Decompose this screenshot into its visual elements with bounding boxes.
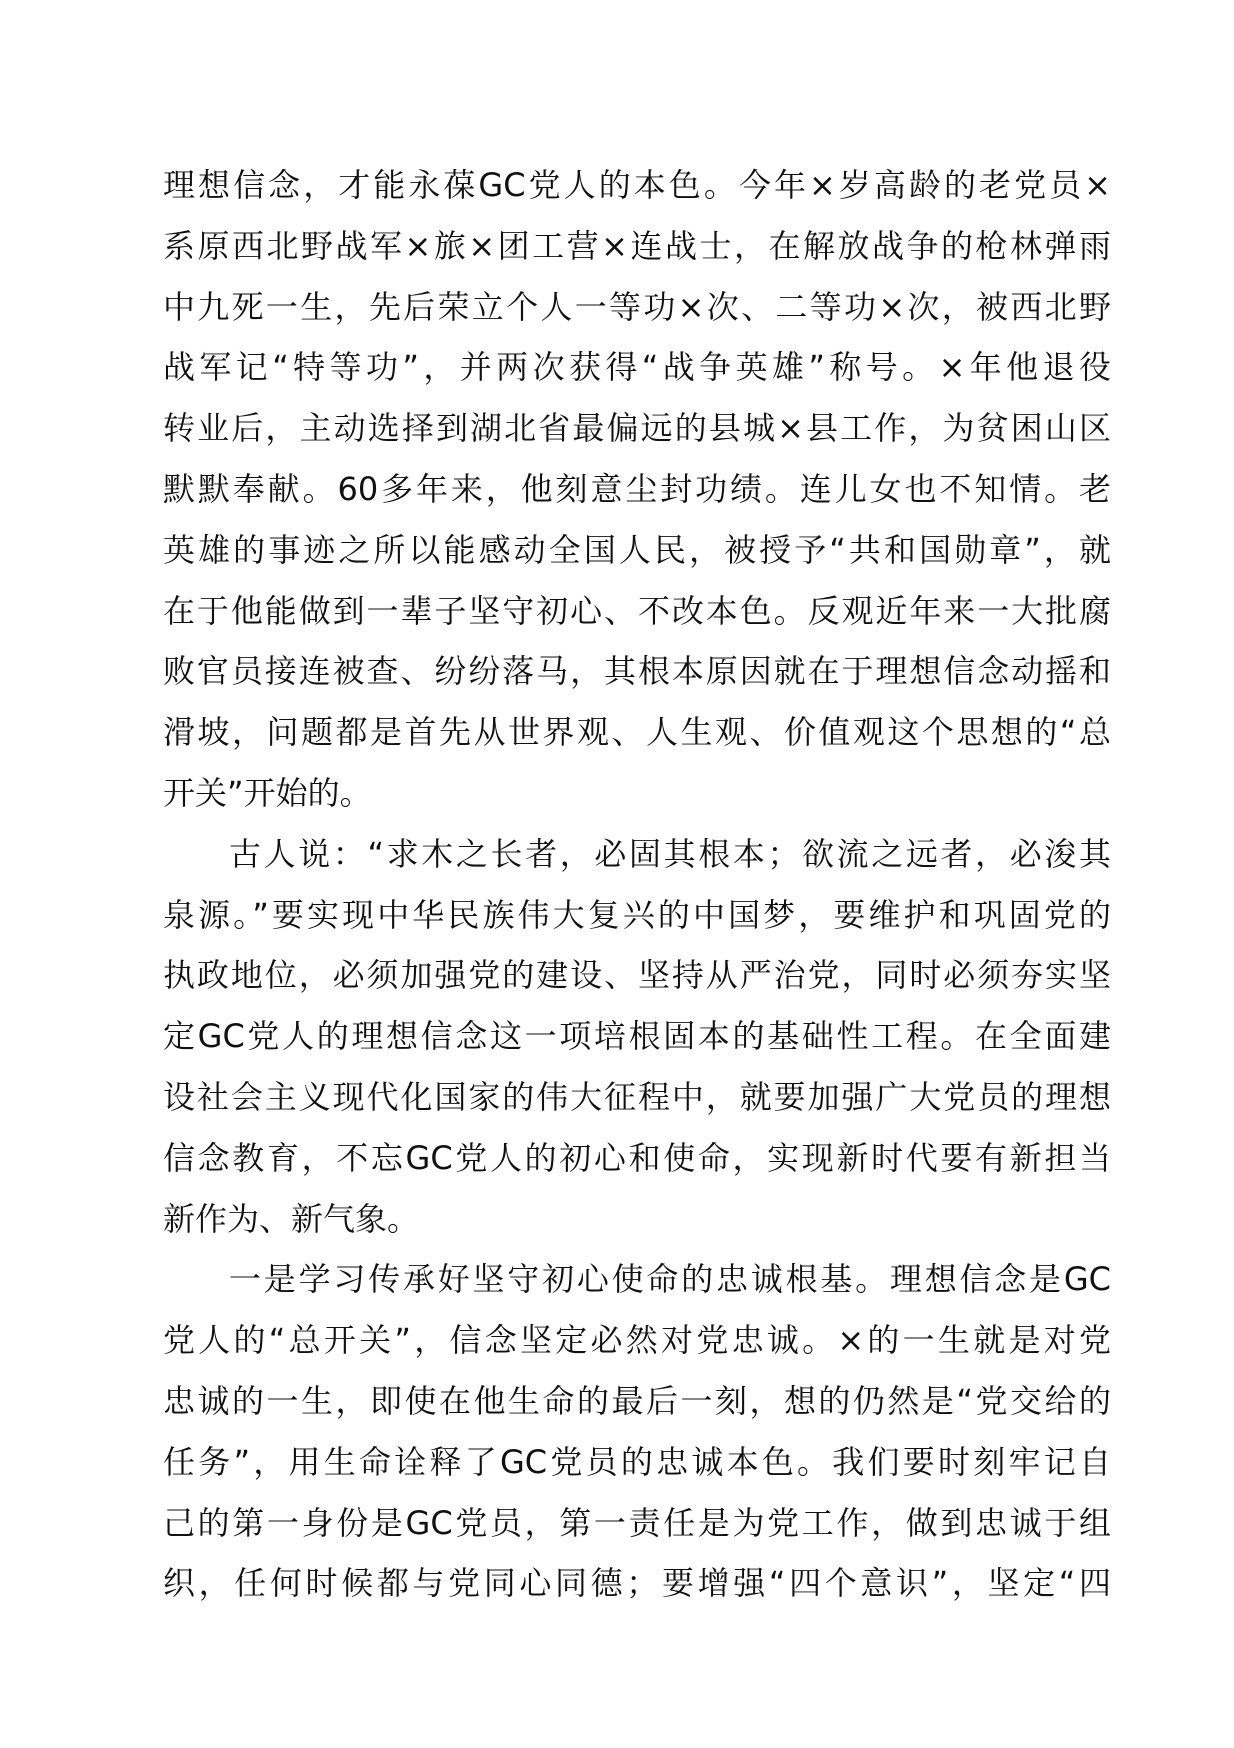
text-line: 党人的“总开关”，信念坚定必然对党忠诚。×的一生就是对党 [163,1321,1111,1360]
text-line: 泉源。”要实现中华民族伟大复兴的中国梦，要维护和巩固党的 [163,895,1111,934]
text-line: 转业后，主动选择到湖北省最偏远的县城×县工作，为贫困山区 [163,409,1111,448]
text-line: 中九死一生，先后荣立个人一等功×次、二等功×次，被西北野 [163,287,1111,326]
text-line: 开关”开始的。 [163,773,372,812]
text-line: 滑坡，问题都是首先从世界观、人生观、价值观这个思想的“总 [163,713,1111,752]
text-line: 执政地位，必须加强党的建设、坚持从严治党，同时必须夯实坚 [163,956,1111,995]
text-line: 败官员接连被查、纷纷落马，其根本原因就在于理想信念动摇和 [163,652,1111,691]
text-line: 战军记“特等功”，并两次获得“战争英雄”称号。×年他退役 [163,348,1111,387]
text-line: 织，任何时候都与党同心同德；要增强“四个意识”，坚定“四 [163,1564,1111,1603]
body-text [163,155,1111,1614]
text-line: 己的第一身份是GC党员，第一责任是为党工作，做到忠诚于组 [163,1503,1111,1542]
text-line: 任务”，用生命诠释了GC党员的忠诚本色。我们要时刻牢记自 [163,1442,1111,1481]
text-line: 新作为、新气象。 [163,1199,420,1238]
text-line: 英雄的事迹之所以能感动全国人民，被授予“共和国勋章”，就 [163,530,1111,569]
text-line: 信念教育，不忘GC党人的初心和使命，实现新时代要有新担当 [163,1138,1111,1177]
text-line: 默默奉献。60多年来，他刻意尘封功绩。连儿女也不知情。老 [163,469,1111,508]
text-line: 设社会主义现代化国家的伟大征程中，就要加强广大党员的理想 [163,1077,1111,1116]
text-line: 系原西北野战军×旅×团工营×连战士，在解放战争的枪林弹雨 [163,226,1111,265]
text-line: 在于他能做到一辈子坚守初心、不改本色。反观近年来一大批腐 [163,591,1111,630]
text-line: 一是学习传承好坚守初心使命的忠诚根基。理想信念是GC [229,1260,1111,1299]
text-line: 忠诚的一生，即使在他生命的最后一刻，想的仍然是“党交给的 [163,1381,1111,1420]
text-line: 理想信念，才能永葆GC党人的本色。今年×岁高龄的老党员× [163,166,1111,204]
text-line: 定GC党人的理想信念这一项培根固本的基础性工程。在全面建 [163,1017,1111,1056]
text-line: 古人说：“求木之长者，必固其根本；欲流之远者，必浚其 [229,834,1111,873]
